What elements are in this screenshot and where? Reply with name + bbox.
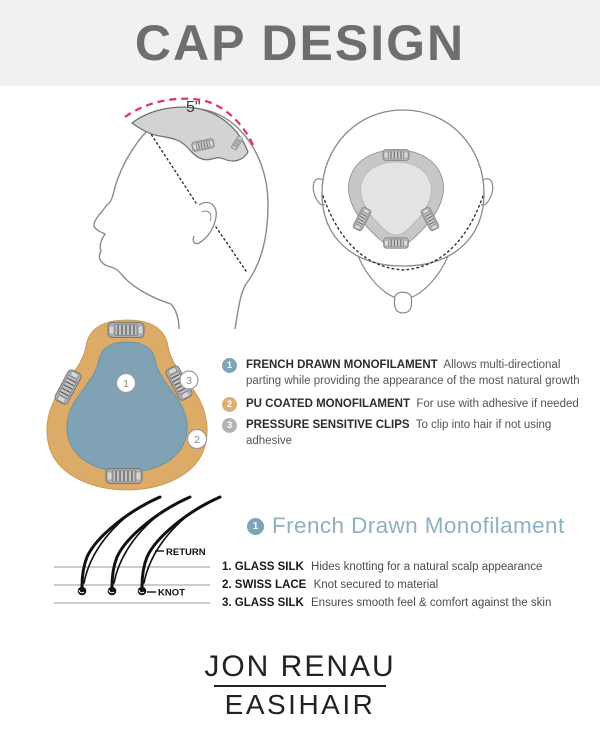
layer-list [222,558,594,612]
clip-icon [383,150,409,161]
layer-description: Ensures smooth feel & comfort against the skin [311,597,552,609]
layer-label: GLASS SILK [234,561,304,573]
ear-inner-line [202,211,211,221]
legend-label: PRESSURE SENSITIVE CLIPS [246,419,410,431]
legend-text [246,357,596,389]
legend-item-monofilament [222,357,596,389]
section-title: French Drawn Monofilament [272,513,565,538]
svg-text:1: 1 [123,377,129,390]
legend-text [246,396,579,412]
layer-number: 3. [222,597,232,609]
marker-2 [188,430,207,449]
nose-icon [394,292,411,313]
marker-1 [117,374,136,393]
legend-badge-1: 1 [222,358,237,373]
brand-logo [0,652,600,719]
layer-item-3 [222,594,594,612]
marker-3 [180,371,198,389]
dotted-guide-back [216,227,246,271]
legend-item-clips [222,417,596,449]
hair-strand [78,497,160,595]
layer-description: Knot secured to material [313,579,439,591]
measurement-label: 5" [186,99,201,116]
section-heading [247,513,565,539]
cap-structure-diagram [27,312,232,502]
header [0,0,600,86]
layer-number: 2. [222,579,232,591]
return-label: RETURN [166,547,206,558]
clip-icon [384,238,409,248]
brand-divider [214,685,386,687]
legend-description: Allows multi-directional parting while providing the appearance of the most natural growth [246,359,580,387]
ear-icon [193,202,216,243]
clip-icon [108,323,144,338]
legend-item-pu-coated [222,396,596,412]
legend-description: To clip into hair if not using adhesive [246,419,552,447]
knot-diagram [50,495,235,625]
top-view-diagram [308,98,498,316]
side-view-diagram [85,95,300,330]
layer-description: Hides knotting for a natural scalp appearance [311,561,543,573]
layer-number: 1. [222,561,232,573]
cap-legend [222,357,596,456]
legend-text [246,417,596,449]
clip-icon [106,469,142,484]
legend-badge-3: 3 [222,418,237,433]
section-badge: 1 [247,518,264,535]
legend-label: FRENCH DRAWN MONOFILAMENT [246,359,438,371]
layer-label: SWISS LACE [234,579,307,591]
layer-label: GLASS SILK [234,597,304,609]
legend-badge-2: 2 [222,397,237,412]
knot-label: KNOT [158,587,185,599]
svg-text:2: 2 [194,433,200,446]
svg-text:3: 3 [186,374,192,387]
brand-name: JON RENAU [204,650,396,683]
layer-item-2 [222,576,594,594]
brand-line: EASIHAIR [224,689,376,720]
legend-description: For use with adhesive if needed [416,398,579,410]
layer-item-1 [222,558,594,576]
legend-label: PU COATED MONOFILAMENT [246,398,410,410]
page-title: CAP DESIGN [134,15,466,71]
